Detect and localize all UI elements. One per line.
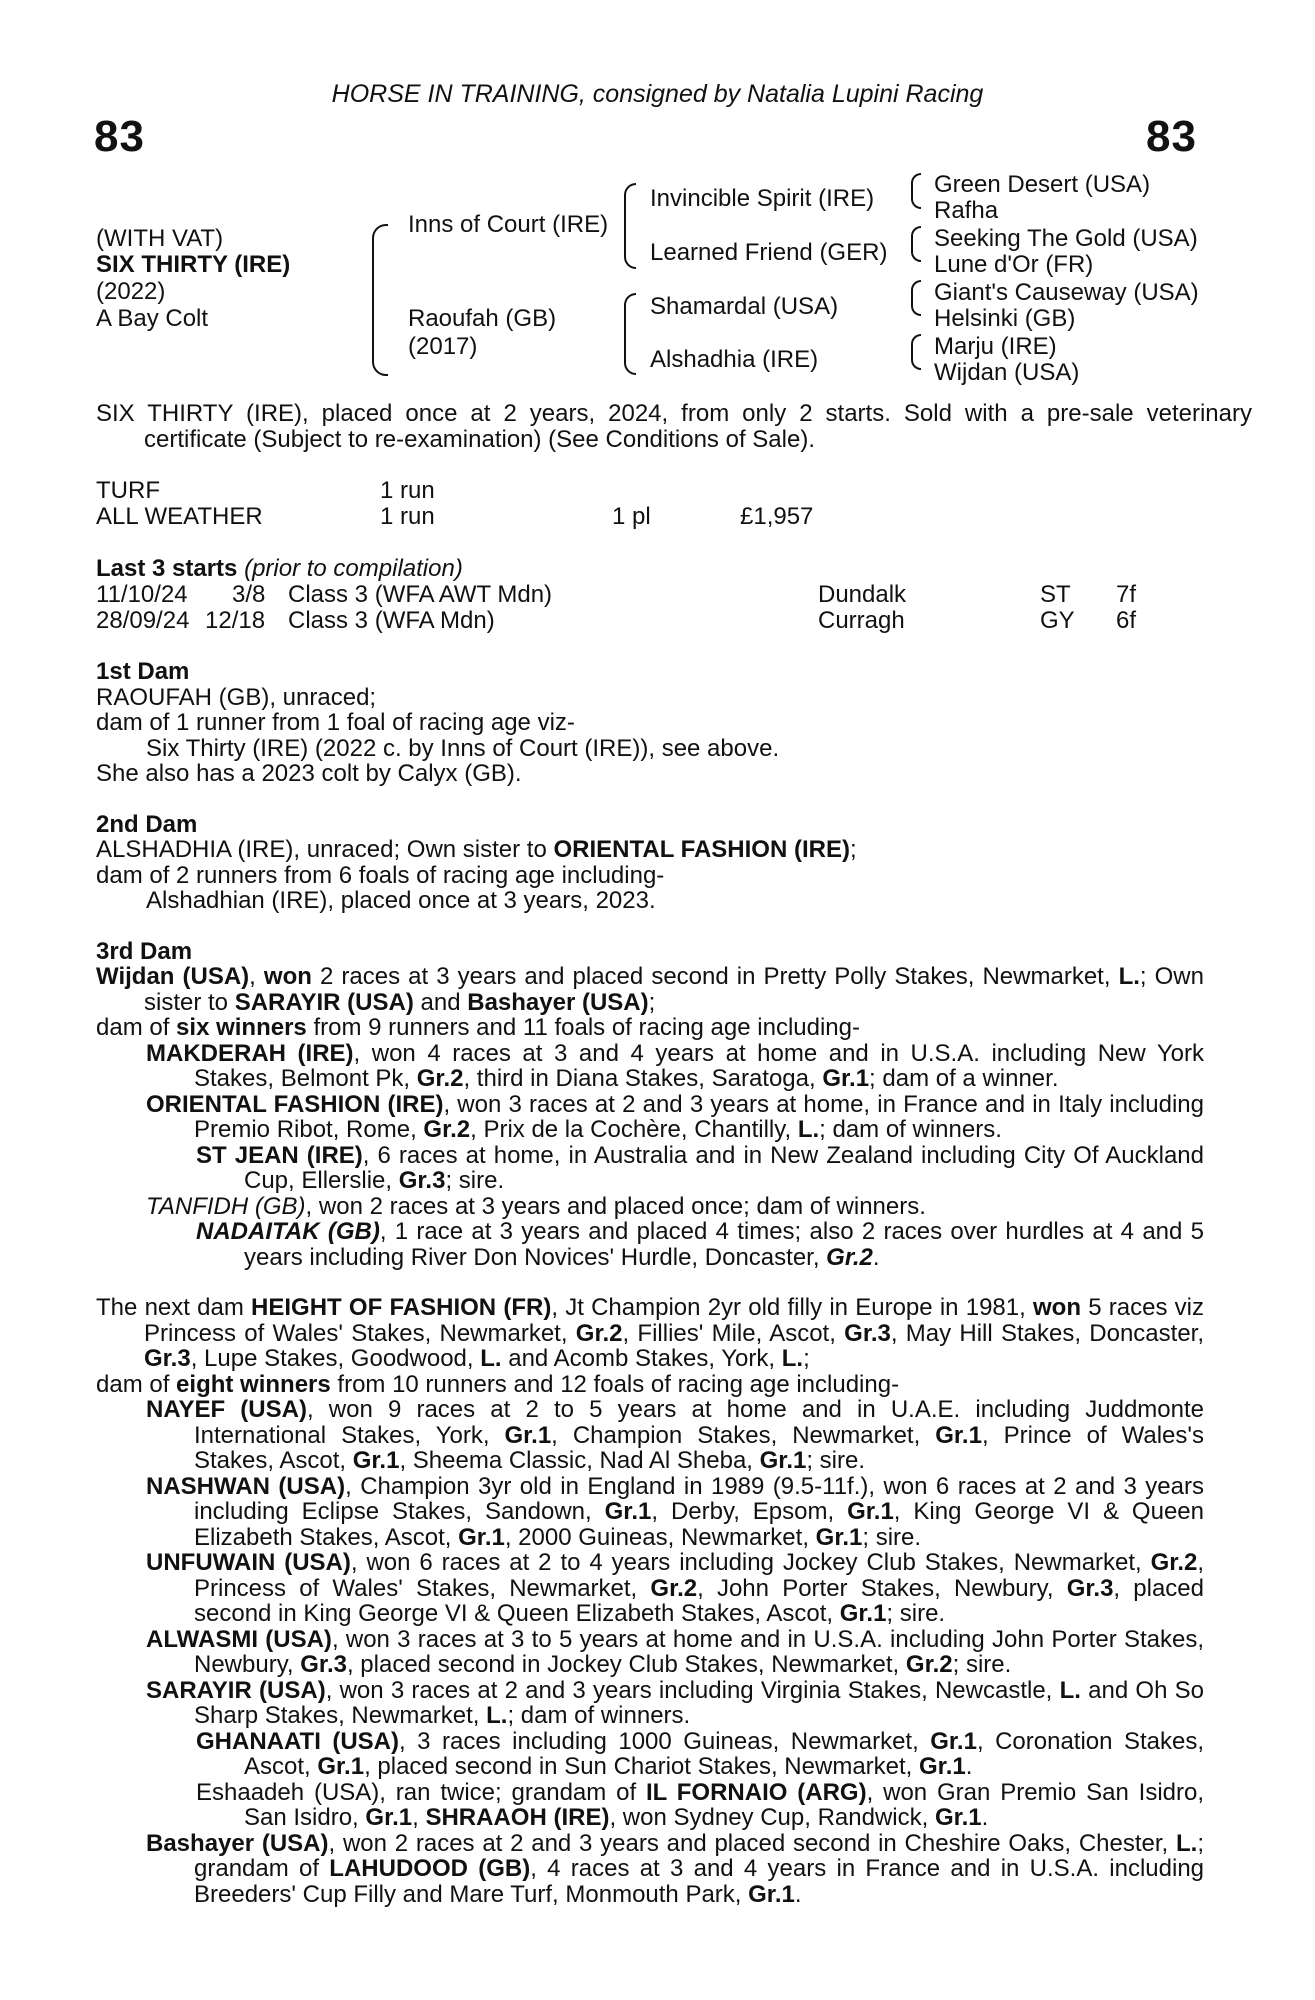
- third-dam-heading: 3rd Dam: [96, 937, 193, 965]
- start-1-date: 11/10/24: [96, 581, 188, 608]
- nayef-entry: NAYEF (USA), won 9 races at 2 to 5 years at home and in U.A.E. including Juddmonte International Stakes, York, Gr.1, Champion Stakes, Newmarket, Gr.1, Prince of Wales's Stakes, Ascot, Gr.1, Sheema Classic, Nad Al Sheba, Gr.1; sire.: [146, 1396, 1204, 1474]
- pedigree-dsd: Helsinki (GB): [934, 305, 1076, 332]
- start-2-going: GY: [1040, 607, 1075, 634]
- dam-sections: [96, 659, 1204, 1907]
- next-dam-produce-line: dam of eight winners from 10 runners and 12 foals of racing age including-: [96, 1370, 900, 1398]
- start-1-going: ST: [1040, 581, 1071, 608]
- all-weather-label: ALL WEATHER: [96, 503, 263, 530]
- all-weather-runs: 1 run: [380, 503, 435, 530]
- st-jean-entry: ST JEAN (IRE), 6 races at home, in Australia and in New Zealand including City Of Auckland Cup, Ellerslie, Gr.3; sire.: [196, 1141, 1205, 1194]
- pedigree-dss: Giant's Causeway (USA): [934, 279, 1199, 306]
- sarayir-entry: SARAYIR (USA), won 3 races at 2 and 3 years including Virginia Stakes, Newcastle, L. and Oh So Sharp Stakes, Newmarket, L.; dam of winners.: [146, 1676, 1205, 1729]
- pedigree-bracket-sire: [624, 183, 636, 269]
- third-dam-produce-line: dam of six winners from 9 runners and 11 foals of racing age including-: [96, 1014, 860, 1041]
- second-dam-heading: 2nd Dam: [96, 810, 198, 838]
- nadaitak-entry: NADAITAK (GB), 1 race at 3 years and placed 4 times; also 2 races over hurdles at 4 and 5 years including River Don Novices' Hurdle, Doncaster, Gr.2.: [196, 1218, 1204, 1271]
- first-dam-line-4: She also has a 2023 colt by Calyx (GB).: [96, 760, 522, 787]
- pedigree-bracket-dd: [911, 334, 921, 370]
- second-dam-line-1: ALSHADHIA (IRE), unraced; Own sister to ORIENTAL FASHION (IRE);: [96, 836, 857, 863]
- last-starts-heading: [96, 556, 463, 582]
- start-2-position: 12/18: [205, 607, 266, 634]
- pedigree-bracket-main: [372, 224, 388, 376]
- oriental-fashion-entry: ORIENTAL FASHION (IRE), won 3 races at 2 and 3 years at home, in France and in Italy including Premio Ribot, Rome, Gr.2, Prix de la Cochère, Chantilly, L.; dam of winners.: [146, 1090, 1204, 1143]
- second-dam-line-3: Alshadhian (IRE), placed once at 3 years, 2023.: [146, 887, 656, 914]
- all-weather-placed: 1 pl: [612, 503, 651, 530]
- pedigree-sire-sire: Invincible Spirit (IRE): [650, 185, 875, 212]
- pedigree-dds: Marju (IRE): [934, 333, 1057, 360]
- lot-number-right: 83: [1146, 112, 1197, 161]
- pedigree-sss: Green Desert (USA): [934, 171, 1151, 198]
- horse-description: A Bay Colt: [96, 305, 209, 332]
- unfuwain-entry: UNFUWAIN (USA), won 6 races at 2 to 4 years including Jockey Club Stakes, Newmarket, Gr.2, Princess of Wales' Stakes, Newmarket, Gr.2, John Porter Stakes, Newbury, Gr.3, placed second in King George VI & Queen Elizabeth Stakes, Ascot, Gr.1; sire.: [146, 1549, 1205, 1627]
- start-2-race: Class 3 (WFA Mdn): [288, 607, 495, 634]
- pedigree-bracket-ss: [911, 173, 921, 209]
- pedigree-sire: Inns of Court (IRE): [408, 211, 609, 238]
- bashayer-entry: Bashayer (USA), won 2 races at 2 and 3 years and placed second in Cheshire Oaks, Chester, L.; grandam of LAHUDOOD (GB), 4 races at 3 and 4 years in France and in U.S.A. including Breeders' Cup Filly and Mare Turf, Monmouth Park, Gr.1.: [146, 1829, 1205, 1908]
- lot-number-left: 83: [94, 112, 145, 161]
- turf-label: TURF: [96, 477, 160, 504]
- pedigree-sdd: Lune d'Or (FR): [934, 251, 1094, 278]
- first-dam-line-2: dam of 1 runner from 1 foal of racing age viz-: [96, 709, 575, 736]
- pedigree-dam-year: (2017): [408, 333, 478, 360]
- alwasmi-entry: ALWASMI (USA), won 3 races at 3 to 5 years at home and in U.S.A. including John Porter Stakes, Newbury, Gr.3, placed second in Jockey Club Stakes, Newmarket, Gr.2; sire.: [146, 1625, 1205, 1678]
- vat-label: (WITH VAT): [96, 225, 224, 252]
- consignor-heading: HORSE IN TRAINING, consigned by Natalia Lupini Racing: [331, 80, 984, 108]
- pedigree-dam: Raoufah (GB): [408, 305, 557, 332]
- third-dam-paragraph: Wijdan (USA), won 2 races at 3 years and placed second in Pretty Polly Stakes, Newmarket, L.; Own sister to SARAYIR (USA) and Bashayer (USA);: [96, 963, 1204, 1016]
- nashwan-entry: NASHWAN (USA), Champion 3yr old in England in 1989 (9.5-11f.), won 6 races at 2 and 3 years including Eclipse Stakes, Sandown, Gr.1, Derby, Epsom, Gr.1, King George VI & Queen Elizabeth Stakes, Ascot, Gr.1, 2000 Guineas, Newmarket, Gr.1; sire.: [146, 1472, 1204, 1551]
- start-1-race: Class 3 (WFA AWT Mdn): [288, 581, 553, 608]
- pedigree-bracket-ds: [911, 280, 921, 316]
- first-dam-line-3: Six Thirty (IRE) (2022 c. by Inns of Court (IRE)), see above.: [146, 734, 780, 762]
- eshaadeh-entry: Eshaadeh (USA), ran twice; grandam of IL FORNAIO (ARG), won Gran Premio San Isidro, San Isidro, Gr.1, SHRAAOH (IRE), won Sydney Cup, Randwick, Gr.1.: [196, 1778, 1204, 1831]
- second-dam-line-2: dam of 2 runners from 6 foals of racing age including-: [96, 861, 665, 889]
- pedigree-ddd: Wijdan (USA): [934, 359, 1080, 386]
- pedigree-sds: Seeking The Gold (USA): [934, 225, 1198, 252]
- summary-paragraph: SIX THIRTY (IRE), placed once at 2 years, 2024, from only 2 starts. Sold with a pre-sale veterinary certificate (Subject to re-examination) (See Conditions of Sale).: [96, 400, 1252, 453]
- start-1-course: Dundalk: [818, 581, 907, 608]
- pedigree-dam-sire: Shamardal (USA): [650, 293, 839, 320]
- makderah-entry: MAKDERAH (IRE), won 4 races at 3 and 4 years at home and in U.S.A. including New York Stakes, Belmont Pk, Gr.2, third in Diana Stakes, Saratoga, Gr.1; dam of a winner.: [146, 1039, 1204, 1092]
- pedigree-bracket-dam: [624, 293, 636, 375]
- start-1-distance: 7f: [1116, 581, 1137, 608]
- start-1-position: 3/8: [232, 581, 266, 608]
- first-dam-line-1: RAOUFAH (GB), unraced;: [96, 683, 377, 711]
- next-dam-paragraph: The next dam HEIGHT OF FASHION (FR), Jt Champion 2yr old filly in Europe in 1981, won 5 races viz Princess of Wales' Stakes, Newmarket, Gr.2, Fillies' Mile, Ascot, Gr.3, May Hill Stakes, Doncaster, Gr.3, Lupe Stakes, Goodwood, L. and Acomb Stakes, York, L.;: [96, 1294, 1204, 1372]
- start-2-date: 28/09/24: [96, 607, 190, 634]
- pedigree-sire-dam: Learned Friend (GER): [650, 239, 888, 266]
- all-weather-prize: £1,957: [740, 503, 814, 530]
- start-2-course: Curragh: [818, 607, 905, 634]
- start-2-distance: 6f: [1116, 607, 1137, 634]
- turf-runs: 1 run: [380, 477, 435, 504]
- pedigree-bracket-sd: [911, 226, 921, 262]
- tanfidh-entry: TANFIDH (GB), won 2 races at 3 years and placed once; dam of winners.: [146, 1192, 926, 1220]
- pedigree-dam-dam: Alshadhia (IRE): [650, 346, 819, 373]
- horse-year: (2022): [96, 278, 166, 305]
- ghanaati-entry: GHANAATI (USA), 3 races including 1000 Guineas, Newmarket, Gr.1, Coronation Stakes, Ascot, Gr.1, placed second in Sun Chariot Stakes, Newmarket, Gr.1.: [196, 1727, 1205, 1780]
- horse-name: SIX THIRTY (IRE): [96, 251, 291, 278]
- pedigree-ssd: Rafha: [934, 197, 999, 224]
- last-starts-title: Last 3 starts: [96, 555, 238, 582]
- last-starts-note: (prior to compilation): [244, 555, 463, 582]
- first-dam-heading: 1st Dam: [96, 658, 190, 685]
